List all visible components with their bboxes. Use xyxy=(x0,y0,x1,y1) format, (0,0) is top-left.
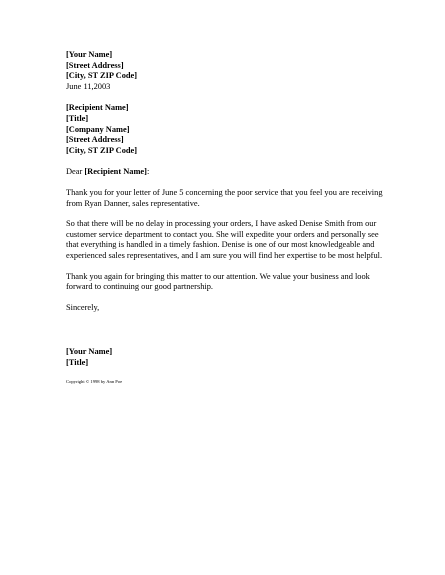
spacer xyxy=(66,293,386,303)
recipient-company: [Company Name] xyxy=(66,124,130,134)
sender-name: [Your Name] xyxy=(66,50,113,59)
letter-body xyxy=(66,50,386,385)
signature-space xyxy=(66,313,386,347)
salutation-suffix: : xyxy=(146,167,150,177)
body-paragraph-2: So that there will be no delay in processing your orders, I have asked Denise Smith from our customer service department to contact you. She will expedite your orders and personally see that everything is handled in a timely fashion. Denise is one of our most knowledgeable and experienced sales representatives, and I am sure you will find her expertise to be most helpful. xyxy=(66,219,383,260)
recipient-address-block xyxy=(66,103,386,156)
recipient-name: [Recipient Name] xyxy=(66,103,129,113)
body-paragraph-1: Thank you for your letter of June 5 concerning the poor service that you feel you are receiving from Ryan Danner, sales representative. xyxy=(66,187,383,208)
copyright-notice: Copyright © 1998 by Ann Poe xyxy=(66,379,123,385)
body-paragraph-3: Thank you again for bringing this matter to our attention. We value your business and look forward to continuing our good partnership. xyxy=(66,271,370,292)
spacer xyxy=(66,178,386,188)
recipient-title: [Title] xyxy=(66,113,89,123)
closing: Sincerely, xyxy=(66,302,100,312)
signature-block xyxy=(66,347,386,368)
sender-street: [Street Address] xyxy=(66,60,124,70)
sender-address-block xyxy=(66,50,386,92)
recipient-street: [Street Address] xyxy=(66,135,124,145)
salutation xyxy=(66,167,386,178)
signature-title: [Title] xyxy=(66,357,89,367)
spacer xyxy=(66,368,386,379)
spacer xyxy=(66,209,386,219)
signature-name: [Your Name] xyxy=(66,347,113,357)
spacer xyxy=(66,92,386,103)
letter-date: June 11,2003 xyxy=(66,81,111,91)
spacer xyxy=(66,262,386,272)
salutation-prefix: Dear xyxy=(66,167,85,177)
salutation-name: [Recipient Name] xyxy=(84,167,147,177)
sender-city: [City, ST ZIP Code] xyxy=(66,71,138,81)
recipient-city: [City, ST ZIP Code] xyxy=(66,145,138,155)
spacer xyxy=(66,156,386,167)
